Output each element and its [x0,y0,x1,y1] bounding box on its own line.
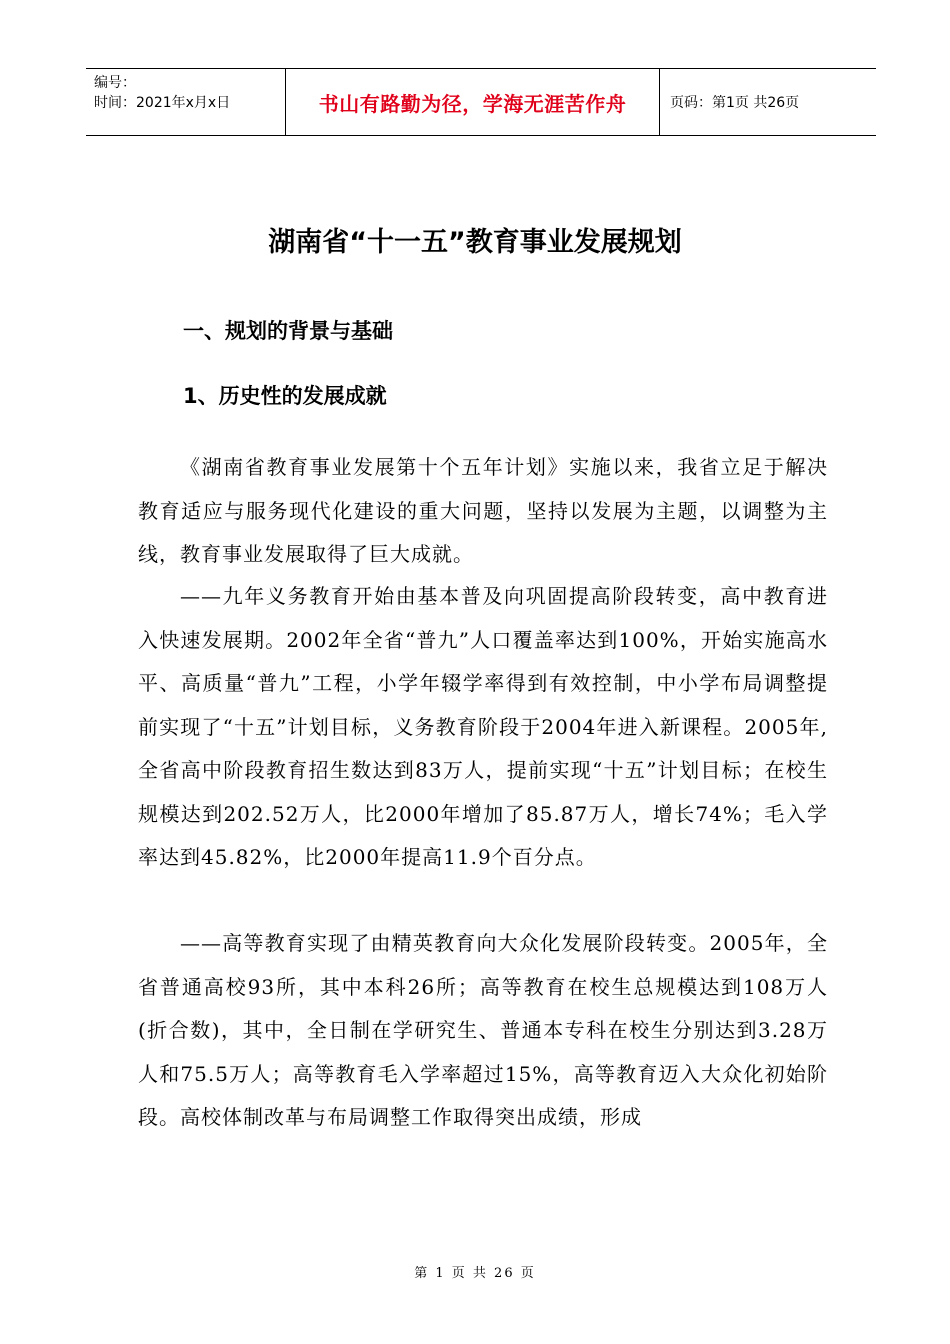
document-title: 湖南省“十一五”教育事业发展规划 [268,227,682,258]
document-number-label: 编号： [94,75,136,91]
body-paragraph-1 [138,446,828,577]
header-motto: 书山有路勤为径，学海无涯苦作舟 [318,91,627,116]
header-meta-cell [86,69,286,135]
header-page-info: 页码：第1页 共26页 [670,95,800,111]
header-page-cell [660,69,876,135]
document-date-label: 时间：2021年x月x日 [94,95,231,111]
body-paragraph-2 [138,575,828,880]
paragraph-text: 《湖南省教育事业发展第十个五年计划》实施以来，我省立足于解决教育适应与服务现代化建设的重大问题，坚持以发展为主题，以调整为主线，教育事业发展取得了巨大成就。 [138,455,828,566]
header-motto-cell [286,69,660,135]
page-footer: 第 1 页 共 26 页 [414,1266,536,1281]
paragraph-text: ——高等教育实现了由精英教育向大众化发展阶段转变。2005年，全省普通高校93所，其中本科26所；高等教育在校生总规模达到108万人(折合数)，其中，全日制在学研究生、普通本专科在校生分别达到3.28万人和75.5万人；高等教育毛入学率超过15%，高等教育迈入大众化初始阶段。高校体制改革与布局调整工作取得突出成绩，形成 [138,931,828,1129]
paragraph-text: ——九年义务教育开始由基本普及向巩固提高阶段转变，高中教育进入快速发展期。2002年全省“普九”人口覆盖率达到100%，开始实施高水平、高质量“普九”工程，小学年辍学率得到有效控制，中小学布局调整提前实现了“十五”计划目标，义务教育阶段于2004年进入新课程。2005年,全省高中阶段教育招生数达到83万人，提前实现“十五”计划目标；在校生规模达到202.52万人，比2000年增加了85.87万人，增长74%；毛入学率达到45.82%，比2000年提高11.9个百分点。 [138,584,828,869]
body-paragraph-3 [138,922,828,1140]
section-heading: 一、规划的背景与基础 [183,319,393,343]
subsection-heading: 1、历史性的发展成就 [183,384,387,408]
page-header [86,68,876,136]
